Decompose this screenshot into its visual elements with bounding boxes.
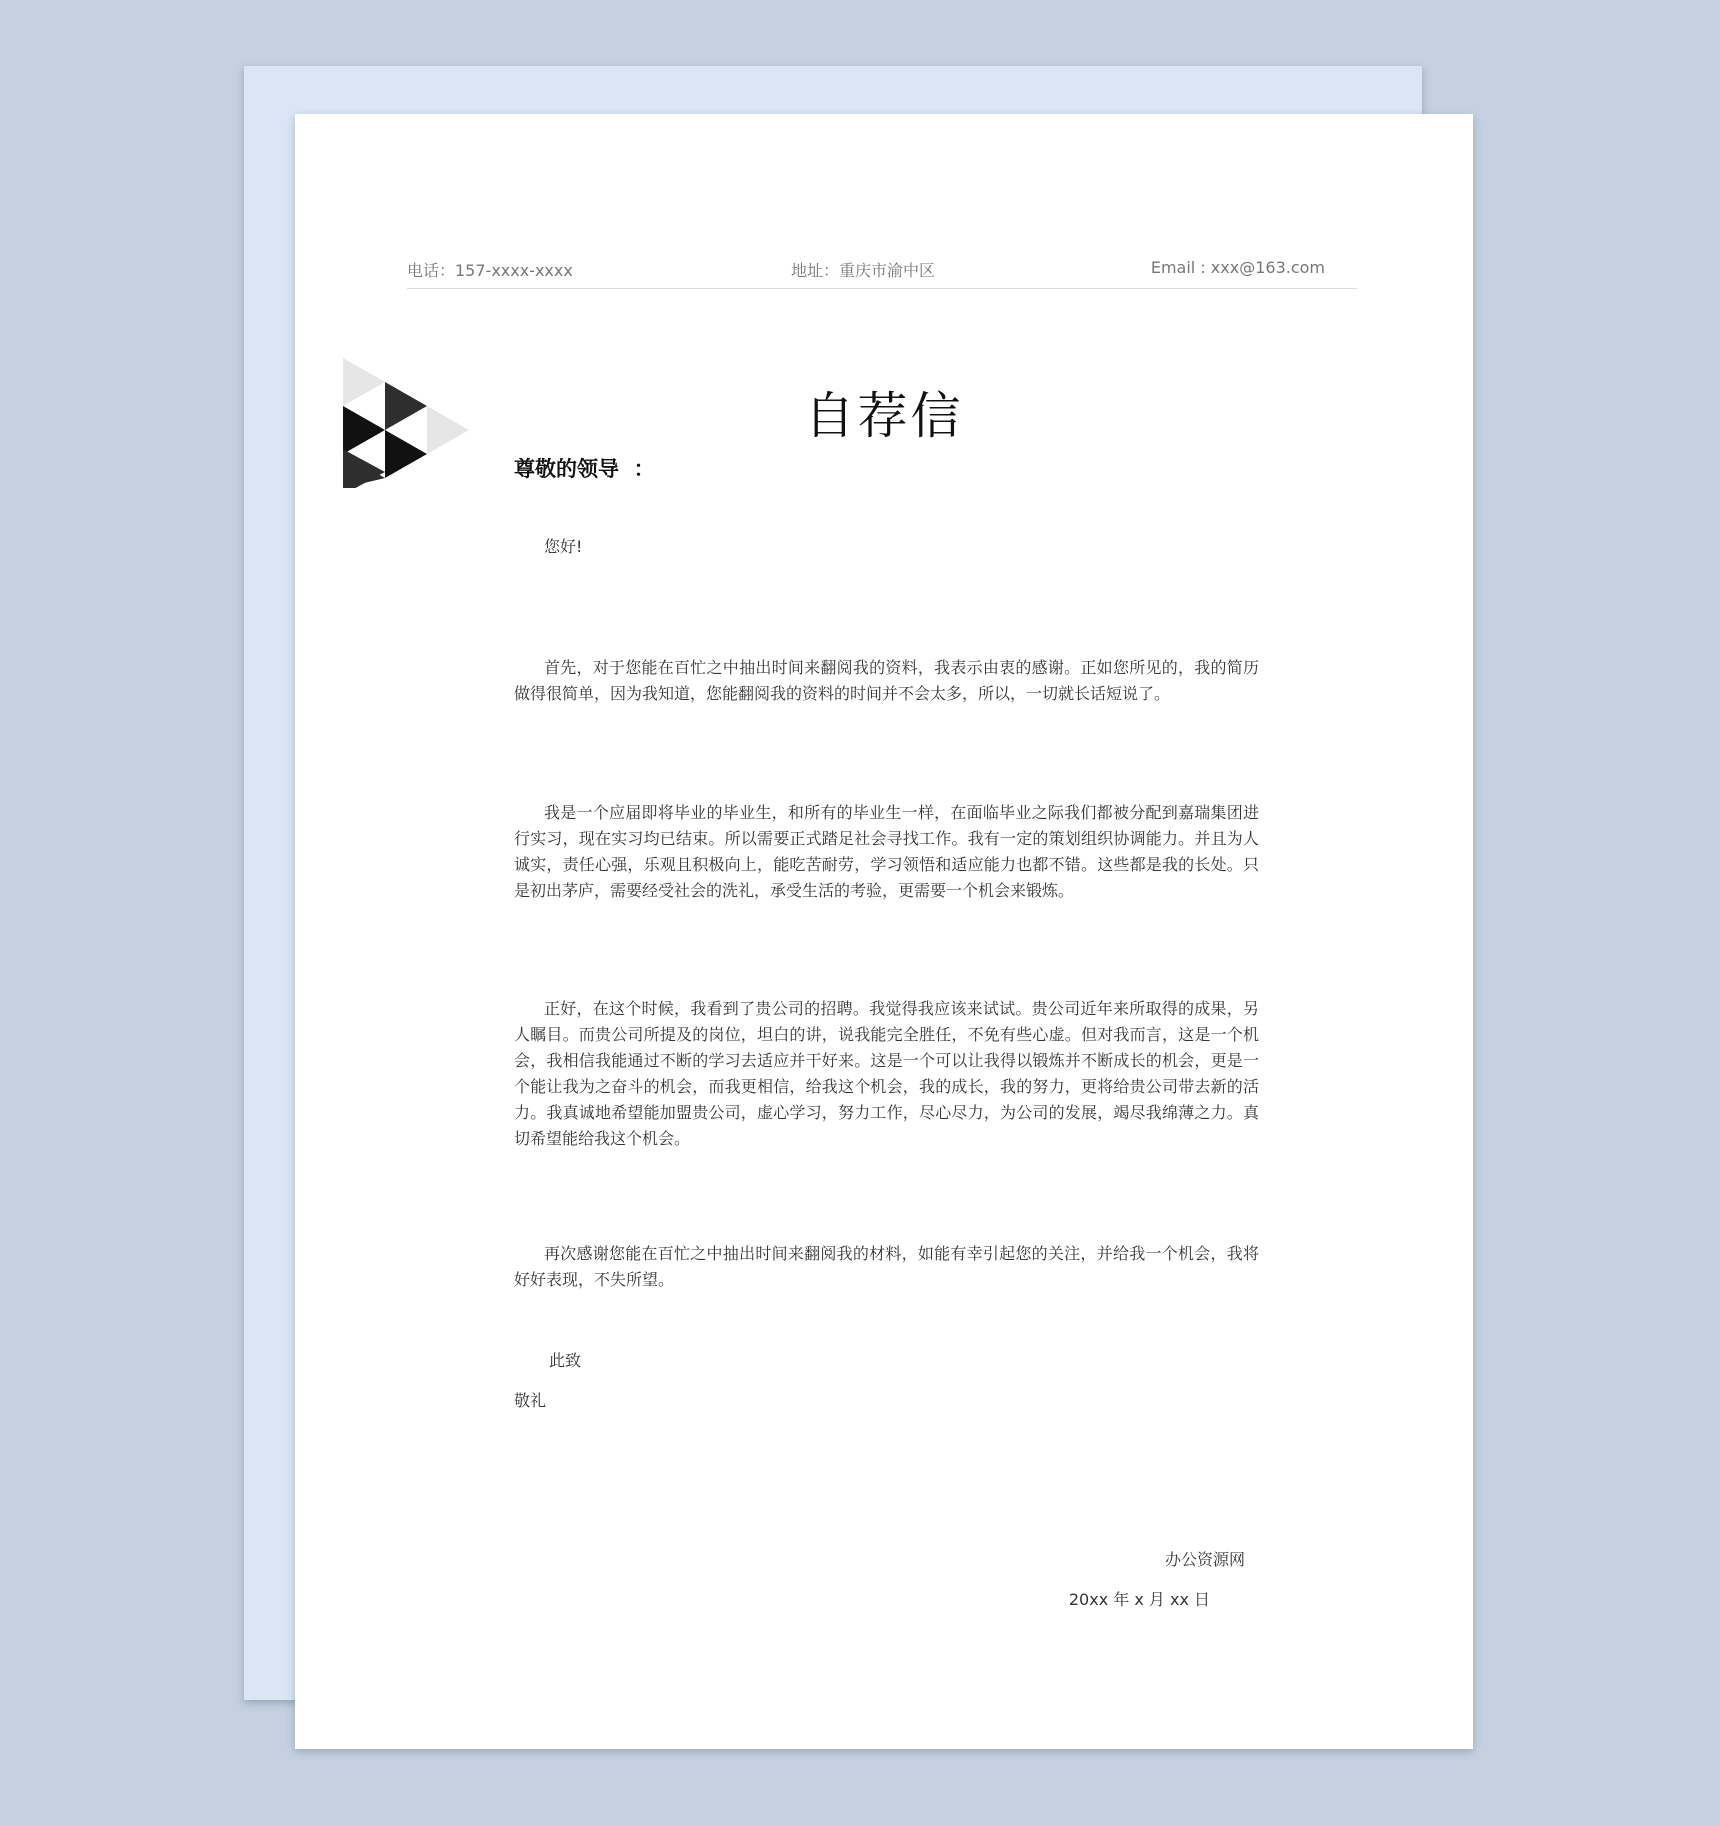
greeting: 您好!	[544, 537, 583, 556]
salutation: 尊敬的领导 ：	[514, 457, 655, 481]
date: 20xx 年 x 月 xx 日	[1068, 1590, 1210, 1609]
paragraph-1: 首先，对于您能在百忙之中抽出时间来翻阅我的资料，我表示由衷的感谢。正如您所见的，我的简历做得很简单，因为我知道，您能翻阅我的资料的时间并不会太多，所以，一切就长话短说了。	[514, 658, 1259, 703]
letter-page	[295, 114, 1473, 1749]
regards: 敬礼	[514, 1391, 547, 1410]
contact-address: 地址：重庆市渝中区	[791, 261, 936, 280]
contact-header	[407, 258, 1357, 289]
paragraph-2: 我是一个应届即将毕业的毕业生，和所有的毕业生一样，在面临毕业之际我们都被分配到嘉瑞集团进行实习，现在实习均已结束。所以需要正式踏足社会寻找工作。我有一定的策划组织协调能力。并且为人诚实，责任心强，乐观且积极向上，能吃苦耐劳，学习领悟和适应能力也都不错。这些都是我的长处。只是初出茅庐，需要经受社会的洗礼，承受生活的考验，更需要一个机会来锻炼。	[514, 803, 1259, 900]
closing: 此致	[549, 1351, 582, 1370]
document-title: 自荐信	[804, 387, 964, 445]
paragraph-3: 正好，在这个时候，我看到了贵公司的招聘。我觉得我应该来试试。贵公司近年来所取得的成果，另人瞩目。而贵公司所提及的岗位，坦白的讲，说我能完全胜任，不免有些心虚。但对我而言，这是一个机会，我相信我能通过不断的学习去适应并干好来。这是一个可以让我得以锻炼并不断成长的机会，更是一个能让我为之奋斗的机会，而我更相信，给我这个机会，我的成长，我的努力，更将给贵公司带去新的活力。我真诚地希望能加盟贵公司，虚心学习，努力工作，尽心尽力，为公司的发展，竭尽我绵薄之力。真切希望能给我这个机会。	[514, 999, 1259, 1148]
contact-email: Email : xxx@163.com	[1150, 258, 1325, 277]
signature: 办公资源网	[1164, 1550, 1245, 1569]
contact-phone: 电话：157-xxxx-xxxx	[407, 261, 573, 280]
paragraph-4: 再次感谢您能在百忙之中抽出时间来翻阅我的材料，如能有幸引起您的关注，并给我一个机会，我将好好表现，不失所望。	[514, 1244, 1259, 1289]
